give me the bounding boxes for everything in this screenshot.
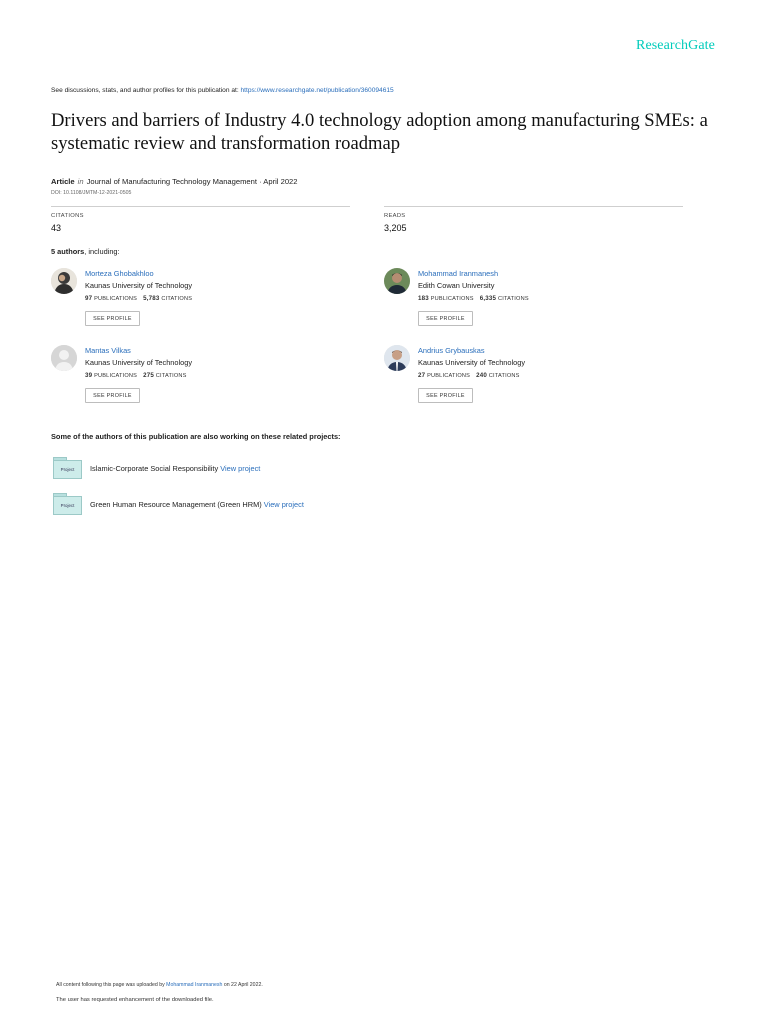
citations-label: CITATIONS [161, 296, 193, 302]
project-icon-label: Project [53, 460, 82, 479]
citations-label: CITATIONS [155, 373, 187, 379]
authors-count: 5 authors [51, 247, 85, 256]
author-stats [85, 295, 192, 302]
publications-label: PUBLICATIONS [94, 296, 138, 302]
see-profile-button[interactable]: SEE PROFILE [418, 388, 473, 403]
author-publications-count: 27 [418, 372, 426, 379]
author-stats [85, 372, 187, 379]
related-project [53, 493, 453, 517]
publications-label: PUBLICATIONS [94, 373, 138, 379]
see-profile-button[interactable]: SEE PROFILE [418, 311, 473, 326]
project-text [90, 464, 260, 473]
author-name-link[interactable]: Mantas Vilkas [85, 346, 131, 355]
project-folder-icon [53, 457, 82, 479]
author-institution: Kaunas University of Technology [85, 281, 193, 290]
see-profile-button[interactable]: SEE PROFILE [85, 388, 140, 403]
author-institution: Kaunas University of Technology [418, 358, 526, 367]
author-name-link[interactable]: Andrius Grybauskas [418, 346, 485, 355]
citations-label: CITATIONS [497, 296, 529, 302]
publication-url-link[interactable]: https://www.researchgate.net/publication/360094615 [240, 87, 394, 94]
author-stats [418, 372, 520, 379]
author-publications-count: 97 [85, 295, 93, 302]
project-text [90, 500, 304, 509]
author-card [51, 268, 351, 334]
author-publications-count: 183 [418, 295, 429, 302]
author-photo-icon[interactable] [51, 268, 77, 294]
author-photo-icon[interactable] [384, 268, 410, 294]
journal-and-date[interactable]: Journal of Manufacturing Technology Management · April 2022 [86, 177, 298, 186]
citations-label: CITATIONS [51, 213, 84, 219]
publication-meta [51, 177, 298, 186]
upload-note-prefix: All content following this page was uploaded by [56, 982, 167, 988]
author-citations-count: 240 [476, 372, 488, 379]
citations-label: CITATIONS [488, 373, 520, 379]
publication-type: Article [51, 177, 75, 186]
related-project [53, 457, 453, 481]
publication-title: Drivers and barriers of Industry 4.0 technology adoption among manufacturing SMEs: a systematic review and transformation roadmap [51, 110, 708, 154]
author-name-link[interactable]: Mohammad Iranmanesh [418, 269, 499, 278]
author-card [384, 268, 684, 334]
view-project-link[interactable]: View project [263, 500, 304, 509]
author-publications-count: 39 [85, 372, 93, 379]
publication-doi: DOI: 10.1108/JMTM-12-2021-0505 [51, 190, 132, 196]
author-photo-icon[interactable] [384, 345, 410, 371]
publications-label: PUBLICATIONS [427, 373, 471, 379]
view-project-link[interactable]: View project [220, 464, 261, 473]
researchgate-logo[interactable]: ResearchGate [636, 38, 715, 53]
enhancement-note: The user has requested enhancement of the downloaded file. [56, 997, 214, 1003]
reads-count: 3,205 [384, 223, 407, 233]
citations-divider [51, 206, 350, 207]
reads-label: READS [384, 213, 406, 219]
project-title: Islamic-Corporate Social Responsibility [90, 464, 221, 473]
author-institution: Edith Cowan University [418, 281, 495, 290]
uploader-link[interactable]: Mohammad Iranmanesh [166, 982, 223, 988]
project-folder-icon [53, 493, 82, 515]
authors-including: , including: [84, 247, 120, 256]
author-citations-count: 6,335 [479, 295, 497, 302]
in-word: in [77, 177, 84, 186]
author-card [51, 345, 351, 411]
citations-count: 43 [51, 223, 62, 233]
author-stats [418, 295, 529, 302]
reads-divider [384, 206, 683, 207]
project-title: Green Human Resource Management (Green HRM) [90, 500, 264, 509]
author-citations-count: 275 [143, 372, 155, 379]
author-institution: Kaunas University of Technology [85, 358, 193, 367]
author-citations-count: 5,783 [143, 295, 160, 302]
see-profile-button[interactable]: SEE PROFILE [85, 311, 140, 326]
author-card [384, 345, 684, 411]
project-icon-label: Project [53, 496, 82, 515]
upload-note-date: on 22 April 2022. [222, 982, 263, 988]
publications-label: PUBLICATIONS [430, 296, 474, 302]
upload-note [56, 982, 263, 988]
see-discussions-text: See discussions, stats, and author profiles for this publication at: [51, 87, 241, 94]
author-name-link[interactable]: Morteza Ghobakhloo [85, 269, 154, 278]
default-avatar-icon[interactable] [51, 345, 77, 371]
see-discussions-line [51, 87, 394, 94]
related-projects-heading: Some of the authors of this publication are also working on these related projects: [51, 432, 341, 441]
authors-heading [51, 247, 120, 256]
